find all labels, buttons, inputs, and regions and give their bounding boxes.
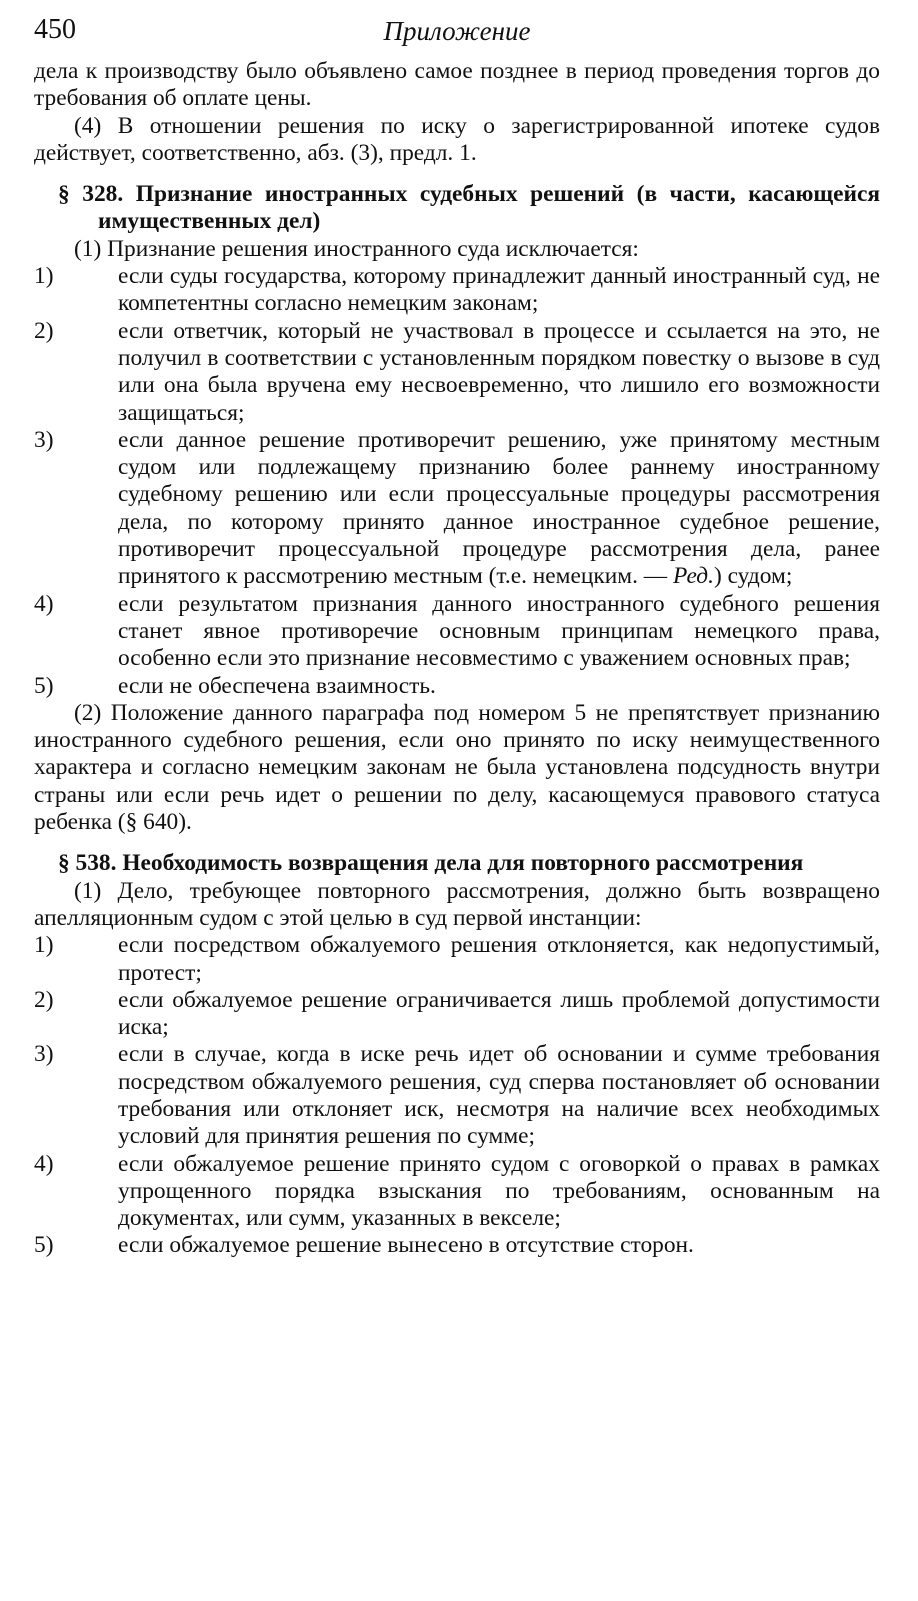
item-text: если ответчик, который не участвовал в процессе и ссылается на это, не получил в соответствии с установленным порядком повестку о вызове в суд или она была вручена ему несвоевременно, что лишило его возможности защищаться; [118,317,880,426]
section-538-item-5 [34,1232,880,1259]
editor-note: Ред. [673,563,714,590]
section-538-item-1 [34,932,880,987]
item-text: если обжалуемое решение ограничивается лишь проблемой допустимости иска; [118,986,880,1041]
section-328-paragraph-2: (2) Положение данного параграфа под номером 5 не препятствует признанию иностранного судебного решения, если оно принято по иску неимущественного характера и согласно немецким законам не была установлена подсудность внутри страны или если речь идет о решении по делу, касающемуся правового статуса ребенка (§ 640). [34,699,880,836]
section-328-item-3 [34,427,880,591]
section-328-item-4 [34,591,880,673]
item-text: если не обеспечена взаимность. [118,672,436,699]
item-text: если результатом признания данного иностранного судебного решения станет явное противоречие основным принципам немецкого права, особенно если это признание несовместимо с уважением основных прав; [118,590,880,672]
item-text: если суды государства, которому принадлежит данный иностранный суд, не компетентны согласно немецким законам; [118,263,880,317]
item-number: 4) [34,590,54,617]
item-number: 5) [34,1232,54,1259]
item-number: 1) [34,263,54,290]
section-328-item-5 [34,673,880,700]
intro-paragraph-continued: дела к производству было объявлено самое позднее в период проведения торгов до требования об оплате цены. [34,58,880,112]
item-text: если данное решение противоречит решению, уже принятому местным судом или подлежащему признанию более раннему иностранному судебному решению или если процессуальные процедуры рассмотрения дела, по которому принято данное иностранное судебное решение, противоречит процессуальной процедуре рассмотрения дела, ранее принятого к рассмотрению местным (т.е. немецким. — [118,426,880,590]
item-number: 2) [34,317,54,344]
intro-paragraph-4: (4) В отношении решения по иску о зарегистрированной ипотеке судов действует, соответственно, абз. (3), предл. 1. [34,112,880,166]
section-538-item-4 [34,1151,880,1233]
item-number: 3) [34,426,54,453]
running-head [34,14,880,58]
item-text-end: ) судом; [713,563,793,590]
section-538-item-3 [34,1041,880,1150]
item-text: если посредством обжалуемого решения отклоняется, как недопустимый, протест; [118,932,880,986]
item-number: 3) [34,1041,54,1068]
item-text: если обжалуемое решение вынесено в отсутствие сторон. [118,1232,694,1259]
item-text: если в случае, когда в иске речь идет об основании и сумме требования посредством обжалуемого решения, суд сперва постановляет об основании требования или отклоняет иск, несмотря на наличие всех необходимых условий для принятия решения по сумме; [118,1041,880,1150]
item-number: 4) [34,1150,54,1177]
section-538-paragraph-1: (1) Дело, требующее повторного рассмотрения, должно быть возвращено апелляционным судом с этой целью в суд первой инстанции: [34,877,880,931]
section-538-heading: § 538. Необходимость возвращения дела для повторного рассмотрения [58,850,804,877]
running-head-title: Приложение [383,16,531,46]
item-text: если обжалуемое решение принято судом с оговоркой о правах в рамках упрощенного порядка взыскания по требованиям, основанным на документах, или сумм, указанных в векселе; [118,1150,880,1232]
section-328-item-2 [34,318,880,427]
item-number: 1) [34,932,54,959]
book-page [34,14,880,1260]
item-number: 5) [34,672,54,699]
section-538-item-2 [34,987,880,1042]
page-number: 450 [34,14,76,45]
section-328-heading: § 328. Признание иностранных судебных решений (в части, касающейся имущественных дел) [58,181,880,235]
item-number: 2) [34,986,54,1013]
section-328-paragraph-1: (1) Признание решения иностранного суда исключается: [74,235,639,262]
section-328-item-1 [34,263,880,318]
